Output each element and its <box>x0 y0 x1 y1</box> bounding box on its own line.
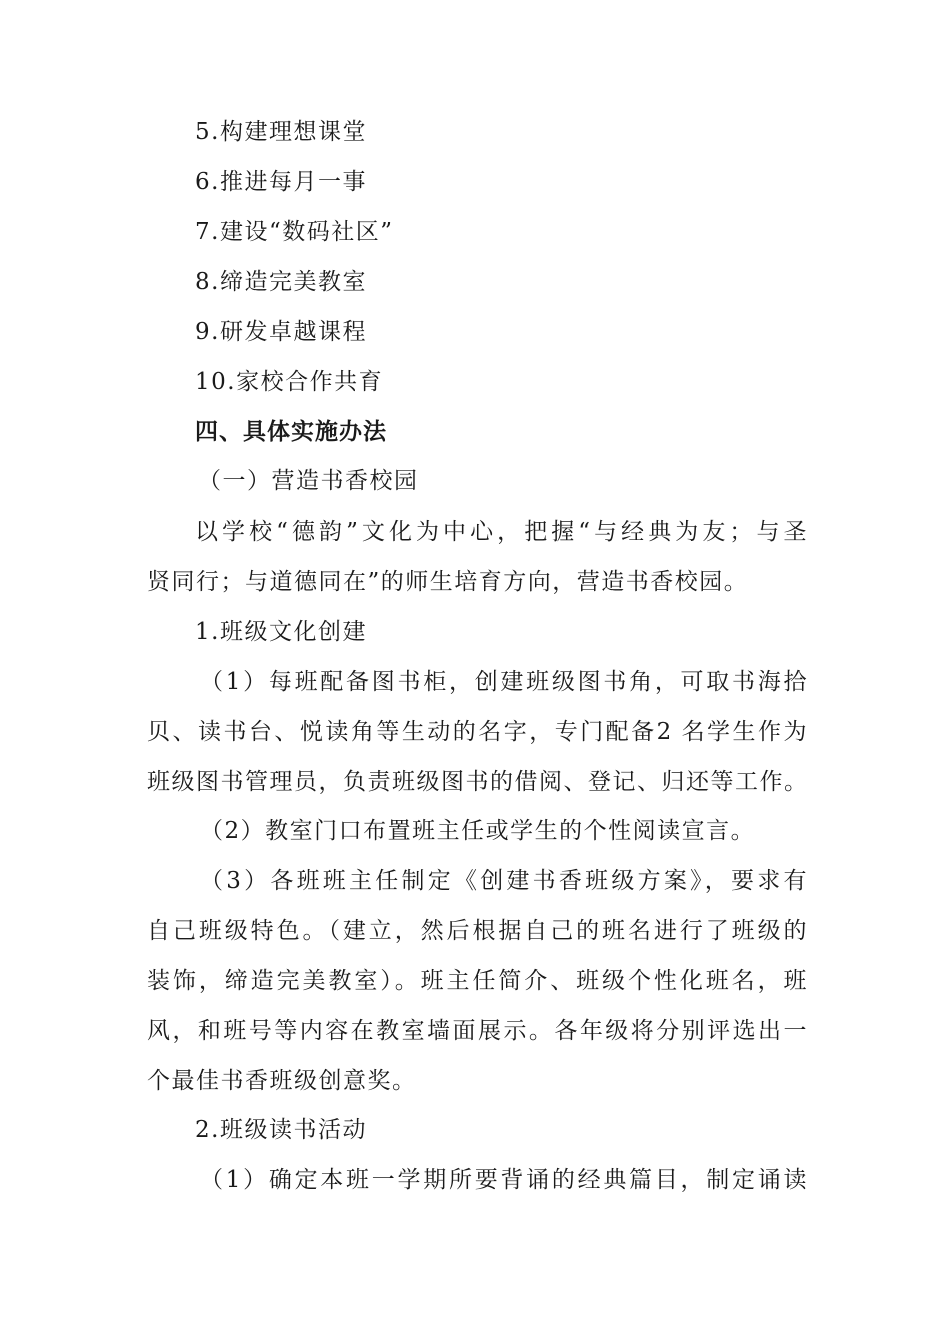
paragraph-line: 个最佳书香班级创意奖。 <box>147 1068 417 1094</box>
paragraph-line: （1）每班配备图书柜，创建班级图书角，可取书海拾 <box>200 669 807 695</box>
list-item: 9.研发卓越课程 <box>195 319 367 345</box>
paragraph-line: （1）确定本班一学期所要背诵的经典篇目，制定诵读 <box>200 1167 807 1193</box>
list-item: 6.推进每月一事 <box>195 169 367 195</box>
paragraph-line: 班级图书管理员，负责班级图书的借阅、登记、归还等工作。 <box>147 769 809 795</box>
paragraph-line: 贝、读书台、悦读角等生动的名字，专门配备2 名学生作为 <box>147 719 807 745</box>
section-heading: 四、具体实施办法 <box>195 419 387 445</box>
paragraph-line: 装饰，缔造完美教室）。班主任简介、班级个性化班名，班 <box>147 968 807 994</box>
list-item: 8.缔造完美教室 <box>195 269 367 295</box>
list-item: 7.建设“数码社区” <box>195 219 394 245</box>
intro-line: 以学校“德韵”文化为中心，把握“与经典为友；与圣 <box>195 519 807 545</box>
subsection-heading: （一）营造书香校园 <box>198 468 419 494</box>
paragraph-line: （2）教室门口布置班主任或学生的个性阅读宣言。 <box>200 818 756 844</box>
item-title: 1.班级文化创建 <box>195 619 367 645</box>
item-title: 2.班级读书活动 <box>195 1117 367 1143</box>
list-item: 10.家校合作共育 <box>195 369 384 395</box>
paragraph-line: 风，和班号等内容在教室墙面展示。各年级将分别评选出一 <box>147 1018 807 1044</box>
paragraph-line: 自己班级特色。（建立，然后根据自己的班名进行了班级的 <box>147 918 807 944</box>
list-item: 5.构建理想课堂 <box>195 119 367 145</box>
intro-line: 贤同行；与道德同在”的师生培育方向，营造书香校园。 <box>147 569 749 595</box>
paragraph-line: （3）各班班主任制定《创建书香班级方案》，要求有 <box>200 868 807 894</box>
